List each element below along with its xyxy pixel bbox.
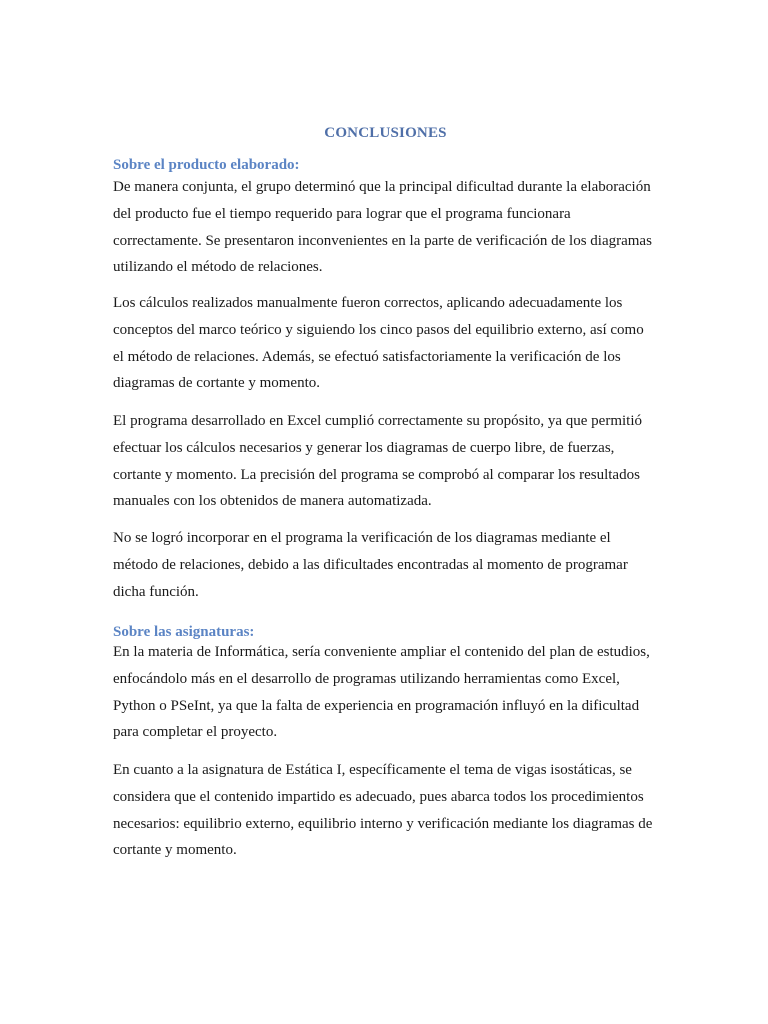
- section-heading-asignaturas: Sobre las asignaturas:: [113, 624, 255, 640]
- paragraph-producto-1: De manera conjunta, el grupo determinó que la principal dificultad durante la elaboración del producto fue el tiempo requerido para lograr que el programa funcionara correctamente. Se presentaron inconvenientes en la parte de verificación de los diagramas utilizando el método de relaciones.: [113, 179, 652, 276]
- paragraph-asignaturas-1: En la materia de Informática, sería conveniente ampliar el contenido del plan de estudios, enfocándolo más en el desarrollo de programas utilizando herramientas como Excel, Python o PSeInt, ya que la falta de experiencia en programación influyó en la dificultad para completar el proyecto.: [113, 644, 650, 741]
- page-title: CONCLUSIONES: [324, 125, 447, 141]
- paragraph-producto-2: Los cálculos realizados manualmente fueron correctos, aplicando adecuadamente los conceptos del marco teórico y siguiendo los cinco pasos del equilibrio externo, así como el método de relaciones. Además, se efectuó satisfactoriamente la verificación de los diagramas de cortante y momento.: [113, 295, 644, 392]
- paragraph-producto-4: No se logró incorporar en el programa la verificación de los diagramas mediante el método de relaciones, debido a las dificultades encontradas al momento de programar dicha función.: [113, 530, 628, 600]
- paragraph-producto-3: El programa desarrollado en Excel cumplió correctamente su propósito, ya que permitió efectuar los cálculos necesarios y generar los diagramas de cuerpo libre, de fuerzas, cortante y momento. La precisión del programa se comprobó al comparar los resultados manuales con los obtenidos de manera automatizada.: [113, 413, 642, 510]
- paragraph-asignaturas-2: En cuanto a la asignatura de Estática I, específicamente el tema de vigas isostáticas, se considera que el contenido impartido es adecuado, pues abarca todos los procedimientos necesarios: equilibrio externo, equilibrio interno y verificación mediante los diagramas de cortante y momento.: [113, 762, 653, 859]
- section-heading-producto: Sobre el producto elaborado:: [113, 157, 300, 173]
